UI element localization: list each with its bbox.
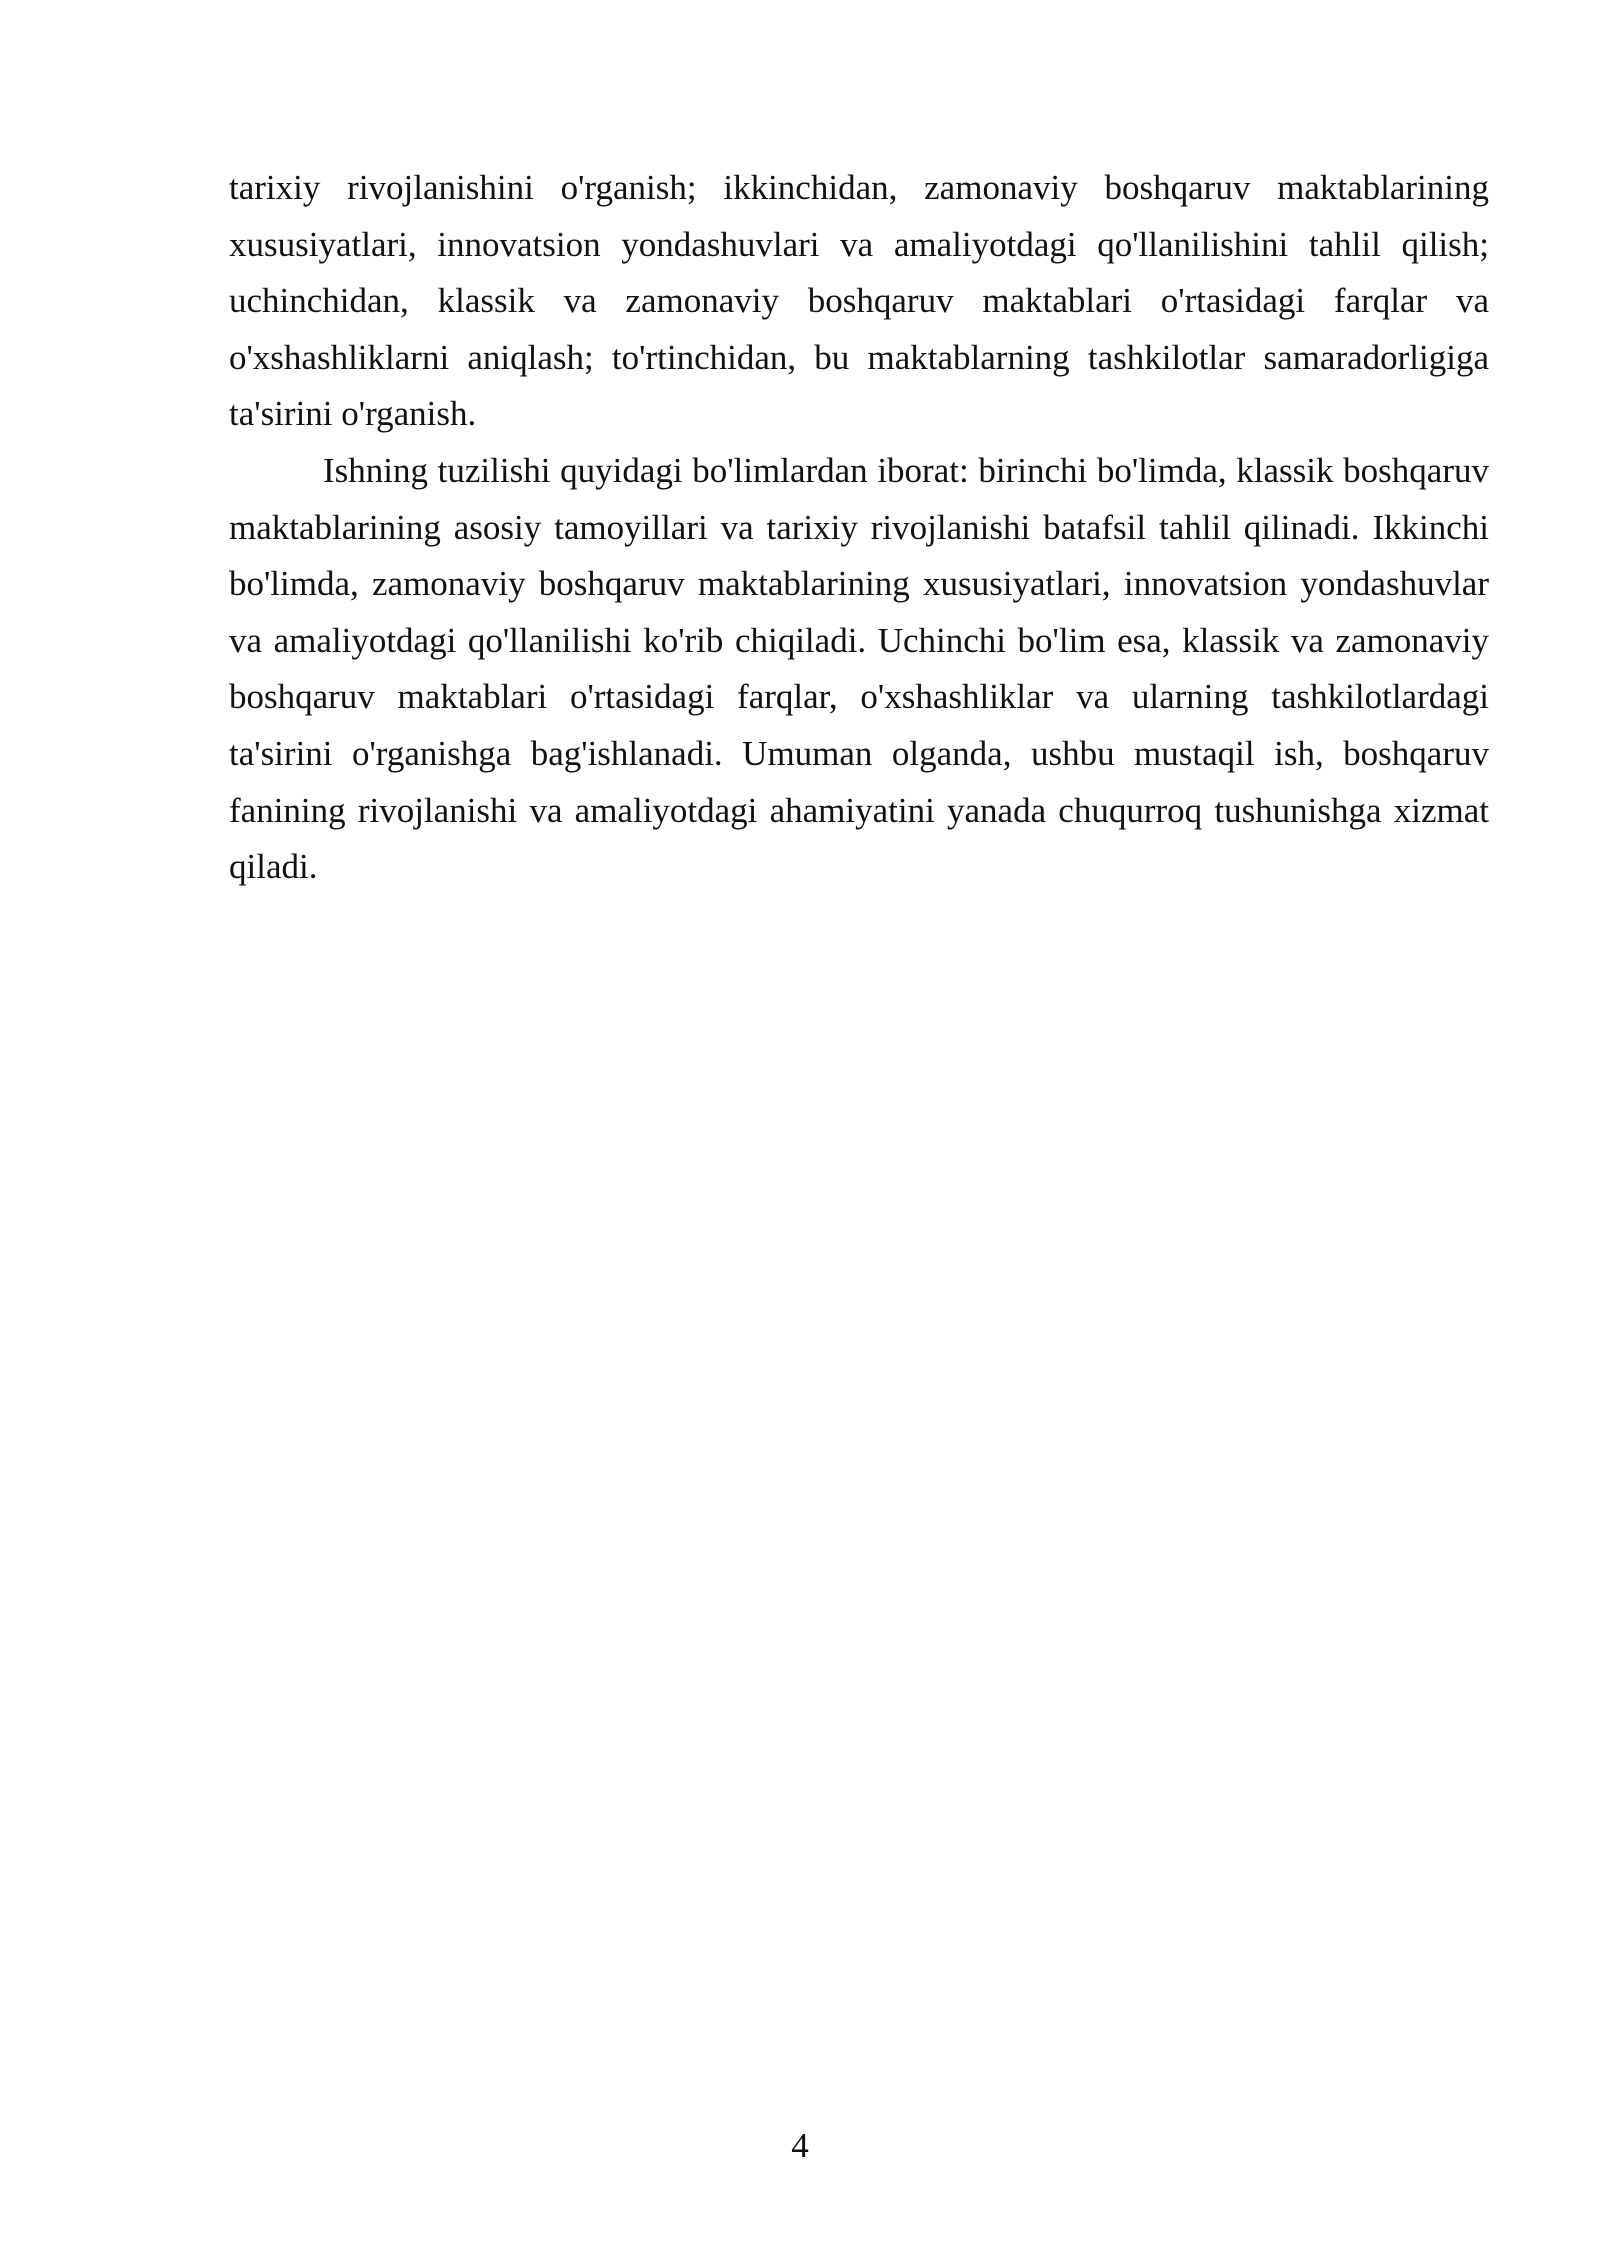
body-text	[229, 160, 1489, 896]
paragraph-structure: Ishning tuzilishi quyidagi bo'limlardan iborat: birinchi bo'limda, klassik boshqaruv maktablarining asosiy tamoyillari va tarixiy rivojlanishi batafsil tahlil qilinadi. Ikkinchi bo'limda, zamonaviy boshqaruv maktablarining xususiyatlari, innovatsion yondashuvlar va amaliyotdagi qo'llanilishi ko'rib chiqiladi. Uchinchi bo'lim esa, klassik va zamonaviy boshqaruv maktablari o'rtasidagi farqlar, o'xshashliklar va ularning tashkilotlardagi ta'sirini o'rganishga bag'ishlanadi. Umuman olganda, ushbu mustaqil ish, boshqaruv fanining rivojlanishi va amaliyotdagi ahamiyatini yanada chuqurroq tushunishga xizmat qiladi.	[229, 450, 1489, 887]
page-number: 4	[791, 2126, 809, 2165]
paragraph-continuation: tarixiy rivojlanishini o'rganish; ikkinchidan, zamonaviy boshqaruv maktablarining xususiyatlari, innovatsion yondashuvlari va amaliyotdagi qo'llanilishini tahlil qilish; uchinchidan, klassik va zamonaviy boshqaruv maktablari o'rtasidagi farqlar va o'xshashliklarni aniqlash; to'rtinchidan, bu maktablarning tashkilotlar samaradorligiga ta'sirini o'rganish.	[229, 168, 1489, 434]
